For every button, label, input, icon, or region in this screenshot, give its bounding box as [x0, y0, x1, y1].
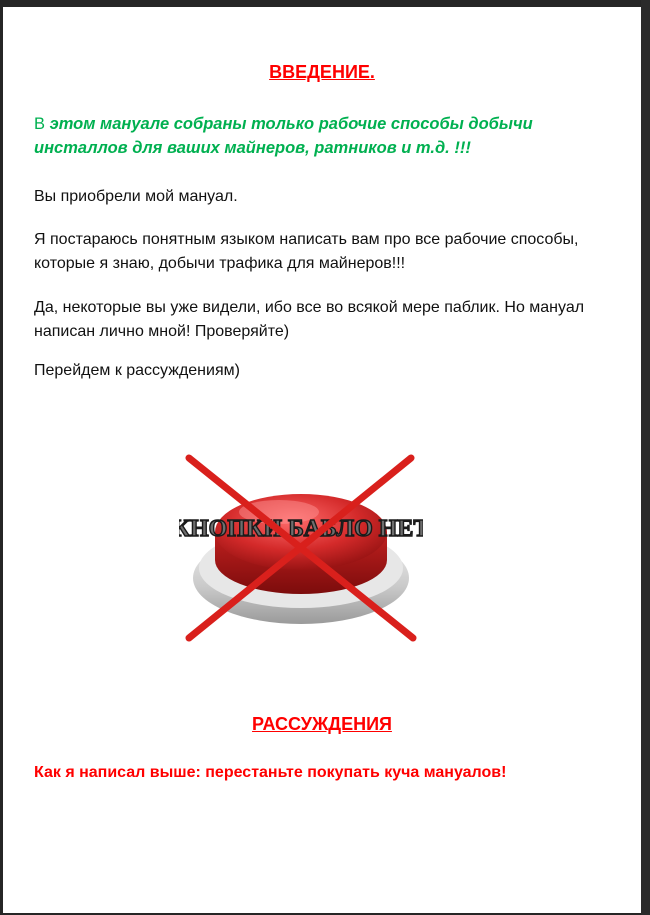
intro-lead: В	[34, 115, 46, 133]
paragraph-public: Да, некоторые вы уже видели, ибо все во всякой мере паблик. Но мануал написан лично мной! Проверяйте)	[34, 299, 585, 340]
image-caption: КНОПКИ БАБЛО НЕТ	[179, 516, 423, 542]
heading-introduction: ВВЕДЕНИЕ.	[269, 62, 375, 82]
paragraph-purchased: Вы приобрели мой мануал.	[34, 188, 238, 205]
reasoning-statement: Как я написал выше: перестаньте покупать куча мануалов!	[34, 764, 507, 781]
paragraph-next: Перейдем к рассуждениям)	[34, 362, 240, 379]
paragraph-promise: Я постараюсь понятным языком написать вам про все рабочие способы, которые я знаю, добычи трафика для майнеров!!!	[34, 231, 579, 272]
crossed-button-image	[179, 450, 423, 648]
red-button-icon	[179, 450, 423, 648]
intro-paragraph	[34, 112, 614, 160]
window-edge	[641, 0, 650, 915]
intro-emphasis: этом мануале собраны только рабочие способы добычи инсталлов для ваших майнеров, ратников и т.д. !!!	[34, 115, 533, 157]
heading-reasoning: РАССУЖДЕНИЯ	[252, 714, 392, 734]
document-page	[3, 7, 641, 913]
